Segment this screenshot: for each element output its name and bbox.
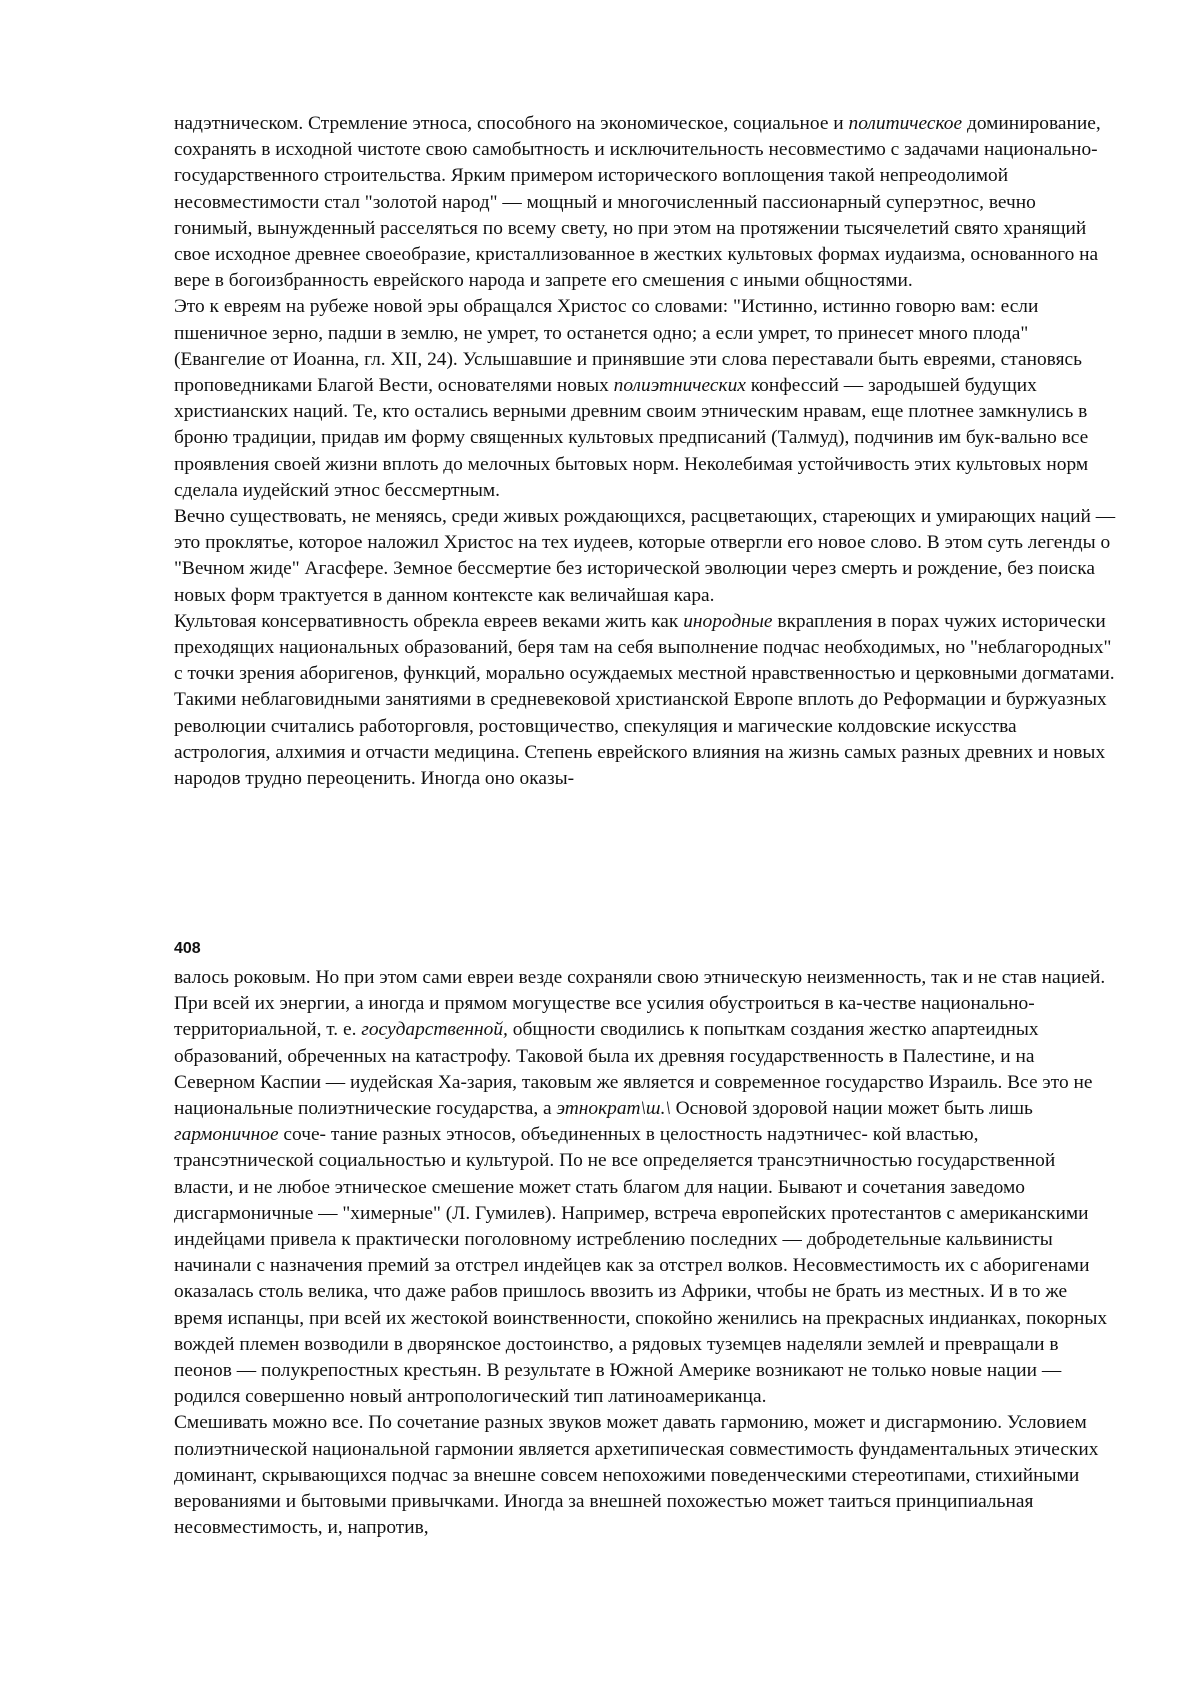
italic-text-run: этнократ\ш.\ (556, 1098, 671, 1120)
text-run: Смешивать можно все. По сочетание разных звуков может давать гармонию, может и дисгармонию. Условием полиэтнической национальной гармонии является архетипическая совместимость фундаментальных этических доминант, скрывающихся подчас за внешне совсем непохожими поведенческими стереотипами, стихийными верованиями и бытовыми привычками. Иногда за внешней похожестью может таиться принципиальная несовместимость, и, напротив, (174, 1412, 1099, 1539)
paragraph (174, 294, 1116, 504)
paragraph (174, 1410, 1116, 1541)
paragraph (174, 609, 1116, 792)
text-run: вкрапления в порах чужих исторически преходящих национальных образований, беря там на себя выполнение подчас необходимых, но "неблагородных" с точки зрения аборигенов, функций, морально осуждаемых местной нравственностью и церковными догматами. Такими неблаговидными занятиями в средневековой христианской Европе вплоть до Реформации и буржуазных революции считались работорговля, ростовщичество, спекуляция и магические колдовские искусства астрология, алхимия и отчасти медицина. Степень еврейского влияния на жизнь самых разных древних и новых народов трудно переоценить. Иногда оно оказы- (174, 610, 1115, 790)
text-run: конфессий — зародышей будущих христианских наций. Те, кто остались верными древним своим этническим нравам, еще плотнее замкнулись в броню традиции, придав им форму священных культовых предписаний (Талмуд), подчинив им бук-вально все проявления своей жизни вплоть до мелочных бытовых норм. Неколебимая устойчивость этих культовых норм сделала иудейский этнос бессмертным. (174, 375, 1089, 501)
text-run: валось роковым. Но при этом сами евреи везде сохраняли свою этническую неизменность, так и не став нацией. При всей их энергии, а иногда и прямом могуществе все усилия обустроиться в ка-честве национально-территориальной, т. е. (174, 967, 1106, 1041)
text-run: Культовая консервативность обрекла евреев веками жить как (174, 610, 684, 632)
text-run: доминирование, сохранять в исходной чистоте свою самобытность и исключительность несовместимо с задачами национально-государственного строительства. Ярким примером исторического воплощения такой непреодолимой несовместимости стал "золотой народ" — мощный и многочисленный пассионарный суперэтнос, вечно гонимый, вынужденный расселяться по всему свету, но при этом на протяжении тысячелетий свято хранящий свое исходное древнее своеобразие, кристаллизованное в жестких культовых формах иудаизма, основанного на вере в богоизбранность еврейского народа и запрете его смешения с иными общностями. (174, 113, 1101, 292)
text-run: Основой здоровой нации может быть лишь (670, 1098, 1033, 1120)
text-run: Это к евреям на рубеже новой эры обращался Христос со словами: "Истинно, истинно говорю вам: если пшеничное зерно, падши в землю, не умрет, то останется одно; а если умрет, то принесет много плода" (Евангелие от Иоанна, гл. XII, 24). Услышавшие и принявшие эти слова переставали быть евреями, становясь проповедниками Благой Вести, основателями новых (174, 296, 1082, 397)
italic-text-run: гармоничное (174, 1124, 279, 1146)
paragraph (174, 965, 1116, 1410)
text-run: Вечно существовать, не меняясь, среди живых рождающихся, расцветающих, стареющих и умирающих наций — это проклятье, которое наложил Христос на тех иудеев, которые отвергли его новое слово. В этом суть легенды о "Вечном жиде" Агасфере. Земное бессмертие без исторической эволюции через смерть и рождение, без поиска новых форм трактуется в данном контексте как величайшая кара. (174, 506, 1116, 606)
italic-text-run: политическое (848, 113, 963, 134)
paragraph (174, 111, 1116, 294)
paragraph (174, 504, 1116, 609)
italic-text-run: полиэтнических (613, 375, 746, 397)
italic-text-run: государственной, (361, 1019, 508, 1041)
text-run: надэтническом. Стремление этноса, способного на экономическое, социальное и (174, 113, 849, 134)
italic-text-run: инородные (683, 610, 773, 632)
text-block-bottom (174, 965, 1116, 1541)
text-run: соче- тание разных этносов, объединенных в целостность надэтничес- кой властью, трансэтнической социальностью и культурой. По не все определяется трансэтничностью государственной власти, и не любое этническое смешение может стать благом для нации. Бывают и сочетания заведомо дисгармоничные — "химерные" (Л. Гумилев). Например, встреча европейских протестантов с американскими индейцами привела к практически поголовному истреблению последних — добродетельные кальвинисты начинали с назначения премий за отстрел индейцев как за отстрел волков. Несовместимость их с аборигенами оказалась столь велика, что даже рабов пришлось ввозить из Африки, чтобы не брать из местных. И в то же время испанцы, при всей их жестокой воинственности, спокойно женились на прекрасных индианках, покорных вождей племен возводили в дворянское достоинство, а рядовых туземцев наделяли землей и превращали в пеонов — полукрепостных крестьян. В результате в Южной Америке возникают не только новые нации — родился совершенно новый антропологический тип латиноамериканца. (174, 1124, 1108, 1408)
text-block-top (174, 111, 1116, 792)
text-run: общности сводились к попыткам создания жестко апартеидных образований, обреченных на катастрофу. Таковой была их древняя государственность в Палестине, и на Северном Каспии — иудейская Ха-зария, таковым же является и современное государство Израиль. Все это не национальные полиэтнические государства, а (174, 1019, 1093, 1120)
page-number: 408 (174, 940, 201, 957)
